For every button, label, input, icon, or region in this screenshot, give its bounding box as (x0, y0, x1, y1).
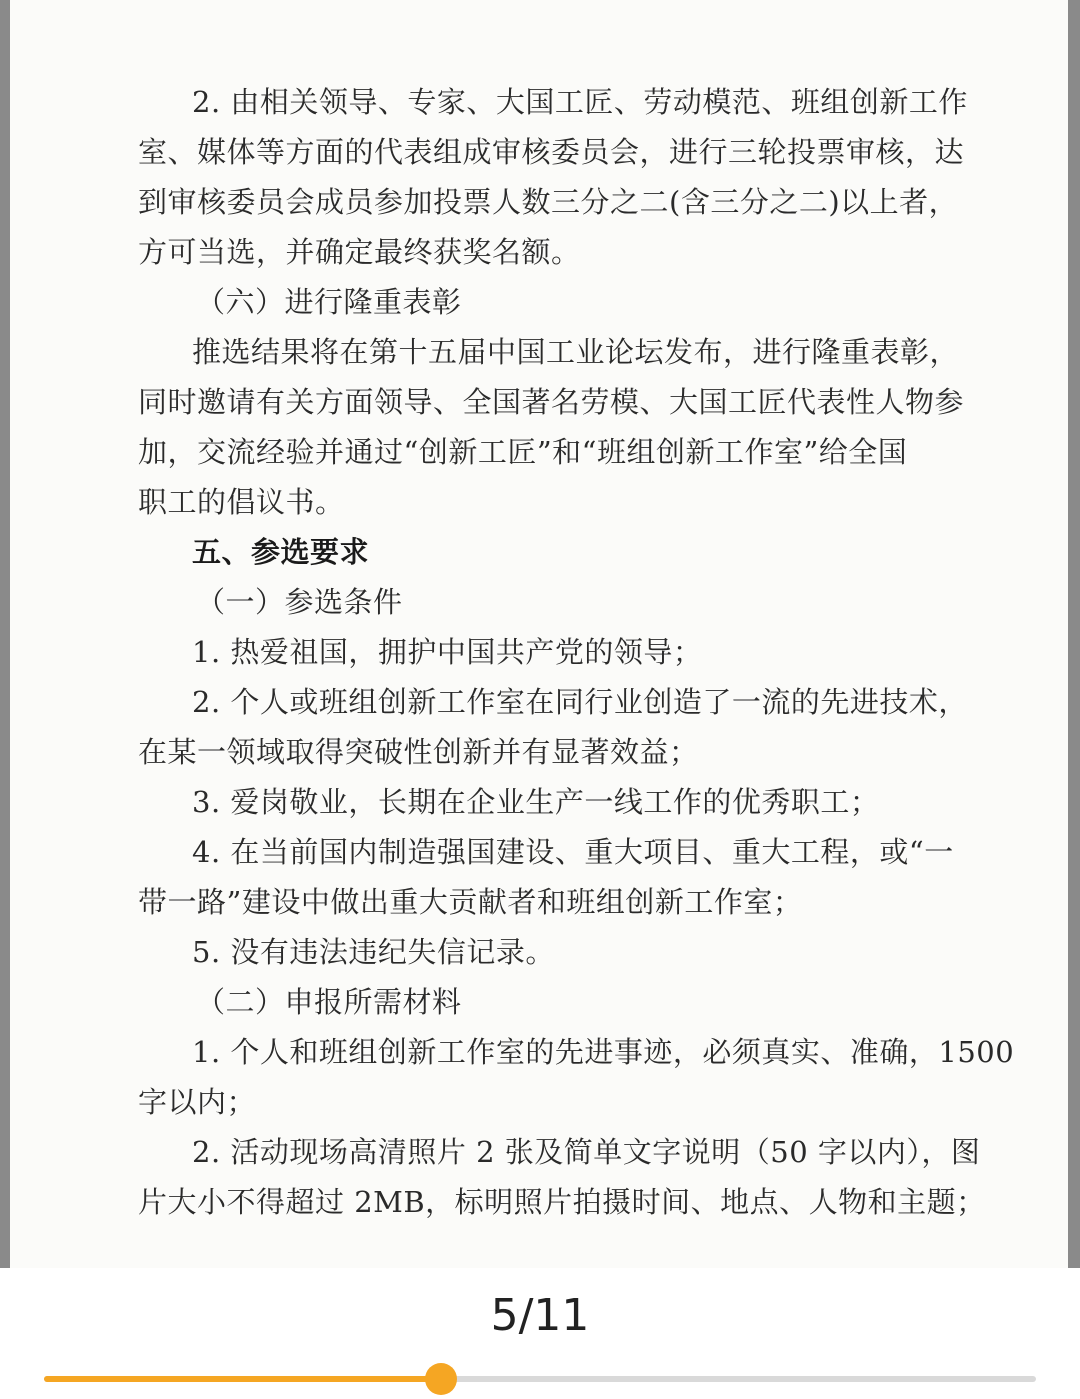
page-indicator: 5/11 (490, 1290, 590, 1341)
text-line: 片大小不得超过 2MB，标明照片拍摄时间、地点、人物和主题； (138, 1185, 986, 1219)
text-line: 同时邀请有关方面领导、全国著名劳模、大国工匠代表性人物参 (138, 385, 965, 419)
section-subheading: （一）参选条件 (196, 585, 403, 619)
document-page[interactable] (10, 0, 1068, 1268)
page-navigation-bar (0, 1268, 1080, 1399)
text-line: 推选结果将在第十五届中国工业论坛发布，进行隆重表彰， (192, 335, 960, 369)
text-line: 2. 活动现场高清照片 2 张及简单文字说明（50 字以内），图 (192, 1135, 981, 1169)
section-subheading: （二）申报所需材料 (196, 985, 462, 1019)
section-heading: 五、参选要求 (192, 535, 370, 569)
text-line: 职工的倡议书。 (138, 485, 345, 519)
text-line: 2. 由相关领导、专家、大国工匠、劳动模范、班组创新工作 (192, 85, 968, 119)
text-line: 3. 爱岗敬业，长期在企业生产一线工作的优秀职工； (192, 785, 880, 819)
text-line: 5. 没有违法违纪失信记录。 (192, 935, 555, 969)
text-line: 2. 个人或班组创新工作室在同行业创造了一流的先进技术， (192, 685, 968, 719)
text-line: 字以内； (138, 1085, 257, 1119)
text-line: 4. 在当前国内制造强国建设、重大项目、重大工程，或“一 (192, 835, 954, 869)
text-line: 带一路”建设中做出重大贡献者和班组创新工作室； (138, 885, 803, 919)
slider-thumb[interactable] (425, 1363, 457, 1395)
text-line: 1. 个人和班组创新工作室的先进事迹，必须真实、准确，1500 (192, 1035, 1015, 1069)
text-line: 方可当选，并确定最终获奖名额。 (138, 235, 581, 269)
text-line: 到审核委员会成员参加投票人数三分之二(含三分之二)以上者， (138, 185, 959, 219)
page-slider[interactable] (44, 1366, 1036, 1392)
slider-fill (44, 1376, 441, 1382)
text-line: 1. 热爱祖国，拥护中国共产党的领导； (192, 635, 703, 669)
section-subheading: （六）进行隆重表彰 (196, 285, 462, 319)
text-line: 室、媒体等方面的代表组成审核委员会，进行三轮投票审核，达 (138, 135, 965, 169)
text-line: 加，交流经验并通过“创新工匠”和“班组创新工作室”给全国 (138, 435, 908, 469)
text-line: 在某一领域取得突破性创新并有显著效益； (138, 735, 699, 769)
